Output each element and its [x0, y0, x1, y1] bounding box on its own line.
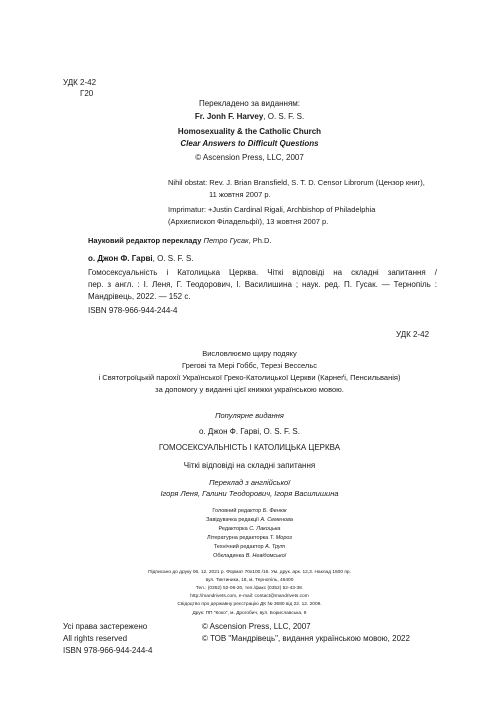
staff-role: Технічний редактор: [213, 544, 266, 550]
staff-row: [0, 508, 499, 514]
rights-ua: Усі права застережено: [63, 622, 148, 631]
imprint-line: Тел.: (0352) 52-06-20, тел./факс (0352) 52-43-38.: [195, 586, 304, 591]
translated-from-english: Переклад з англійської: [209, 478, 290, 487]
imprimatur-line: Imprimatur: +Justin Cardinal Rigali, Archbishop of Philadelphia: [168, 205, 376, 214]
thanks-line-1: Висловлюємо щиру подяку: [202, 349, 297, 358]
original-copyright: © Ascension Press, LLC, 2007: [195, 153, 304, 162]
biblio-line-3: Мандрівець, 2022. — 152 с.: [88, 292, 191, 301]
original-subtitle: Clear Answers to Difficult Questions: [180, 139, 319, 148]
scientific-editor-name: Петро Гусак: [203, 236, 249, 245]
translated-from: Перекладено за виданням:: [198, 99, 301, 108]
staff-row: [0, 544, 499, 550]
staff-name: В. Невідомської: [245, 553, 286, 559]
original-title: Homosexuality & the Catholic Church: [177, 127, 322, 136]
nihil-obstat-date: 11 жовтня 2007 р.: [209, 190, 271, 199]
imprint-line: вул. Тиктиника, 18, м. Тернопіль, 46400: [205, 578, 294, 583]
original-author-order: , O. S. F. S.: [263, 112, 305, 121]
thanks-line-2: Грегові та Мері Гоббс, Терезі Вессельс: [182, 361, 317, 370]
copyright-ua: © ТОВ "Мандрівець", видання українською мовою, 2022: [202, 634, 410, 643]
staff-role: Головний редактор: [212, 508, 263, 514]
staff-name: Т. Мороз: [269, 535, 292, 541]
udk-top: УДК 2-42: [63, 78, 97, 87]
thanks-line-3: і Святотроїцькій парохії Української Греко-Католицької Церкви (Карнеґі, Пенсильванія): [98, 373, 401, 382]
thanks-line-4: за допомогу у виданні цієї книжки українською мовою.: [155, 385, 344, 394]
scientific-editor: [88, 236, 272, 245]
staff-role: Обкладинка: [213, 553, 246, 559]
author-ua-order: , O. S. F. S.: [152, 254, 194, 263]
staff-row: [0, 517, 499, 523]
copyright-original: © Ascension Press, LLC, 2007: [202, 622, 311, 631]
imprint-line: Підписано до друку 06. 12. 2021 р. Формат 70х100 /16. Ум. друк. арк. 12,3. Наклад 1500 пр.: [148, 570, 351, 575]
staff-row: [0, 535, 499, 541]
author-ua: [88, 254, 194, 263]
staff-name: А. Трут: [265, 544, 286, 550]
imprimatur-date: (Архиєпископ Філадельфії), 13 жовтня 2007 р.: [168, 217, 329, 226]
biblio-line-2: пер. з англ. : І. Леня, Г. Теодорович, І. Василишина ; наук. ред. П. Гусак. — Тернопіль :: [88, 280, 437, 289]
imprint-line: Друк: ПП "Коко", м. Дрогобич, вул. Бориславська, 8: [192, 611, 307, 616]
biblio-line-1: Гомосексуальність і Католицька Церква. Чіткі відповіді на складні запитання /: [88, 268, 437, 277]
staff-row: [0, 553, 499, 559]
staff-role: Завідувачка редакції: [206, 517, 261, 523]
staff-role: Редакторка: [218, 526, 250, 532]
imprint-line: http://mandrivets.com, e-mail: contact@mandrivets.com: [190, 594, 309, 599]
scientific-editor-label: Науковий редактор перекладу: [88, 236, 204, 245]
staff-name: А. Семенова: [260, 517, 293, 523]
imprint-line: Свідоцтво про державну реєстрацію ДК № 3680 від 22. 12. 2009.: [177, 602, 322, 607]
scientific-editor-degree: , Ph.D.: [248, 236, 272, 245]
original-author-name: Fr. Jonh F. Harvey: [194, 112, 264, 121]
popular-edition: Популярне видання: [215, 411, 284, 420]
staff-row: [0, 526, 499, 532]
subtitle-ua: Чіткі відповіді на складні запитання: [183, 461, 316, 470]
nihil-obstat-line: Nihil obstat: Rev. J. Brian Bransfield, S. T. D. Censor Librorum (Цензор книг),: [168, 178, 425, 187]
staff-name: Б. Фенюк: [262, 508, 287, 514]
rights-en: All rights reserved: [63, 634, 128, 643]
book-code: Г20: [80, 89, 94, 98]
isbn-top: ISBN 978-966-944-244-4: [88, 306, 178, 315]
original-author: [0, 112, 499, 121]
title-ua-caps: ГОМОСЕКСУАЛЬНІСТЬ І КАТОЛИЦЬКА ЦЕРКВА: [158, 443, 341, 452]
author-ua-2: о. Джон Ф. Гарві, O. S. F. S.: [199, 427, 300, 436]
staff-name: С. Лакоцька: [249, 526, 281, 532]
staff-role: Літературна редакторка: [207, 535, 270, 541]
udk-right: УДК 2-42: [396, 330, 430, 339]
isbn-bottom: ISBN 978-966-944-244-4: [63, 646, 153, 655]
author-ua-name: о. Джон Ф. Гарві: [88, 254, 153, 263]
translators: Ігоря Леня, Галини Теодорович, Ігоря Василишина: [160, 489, 339, 498]
